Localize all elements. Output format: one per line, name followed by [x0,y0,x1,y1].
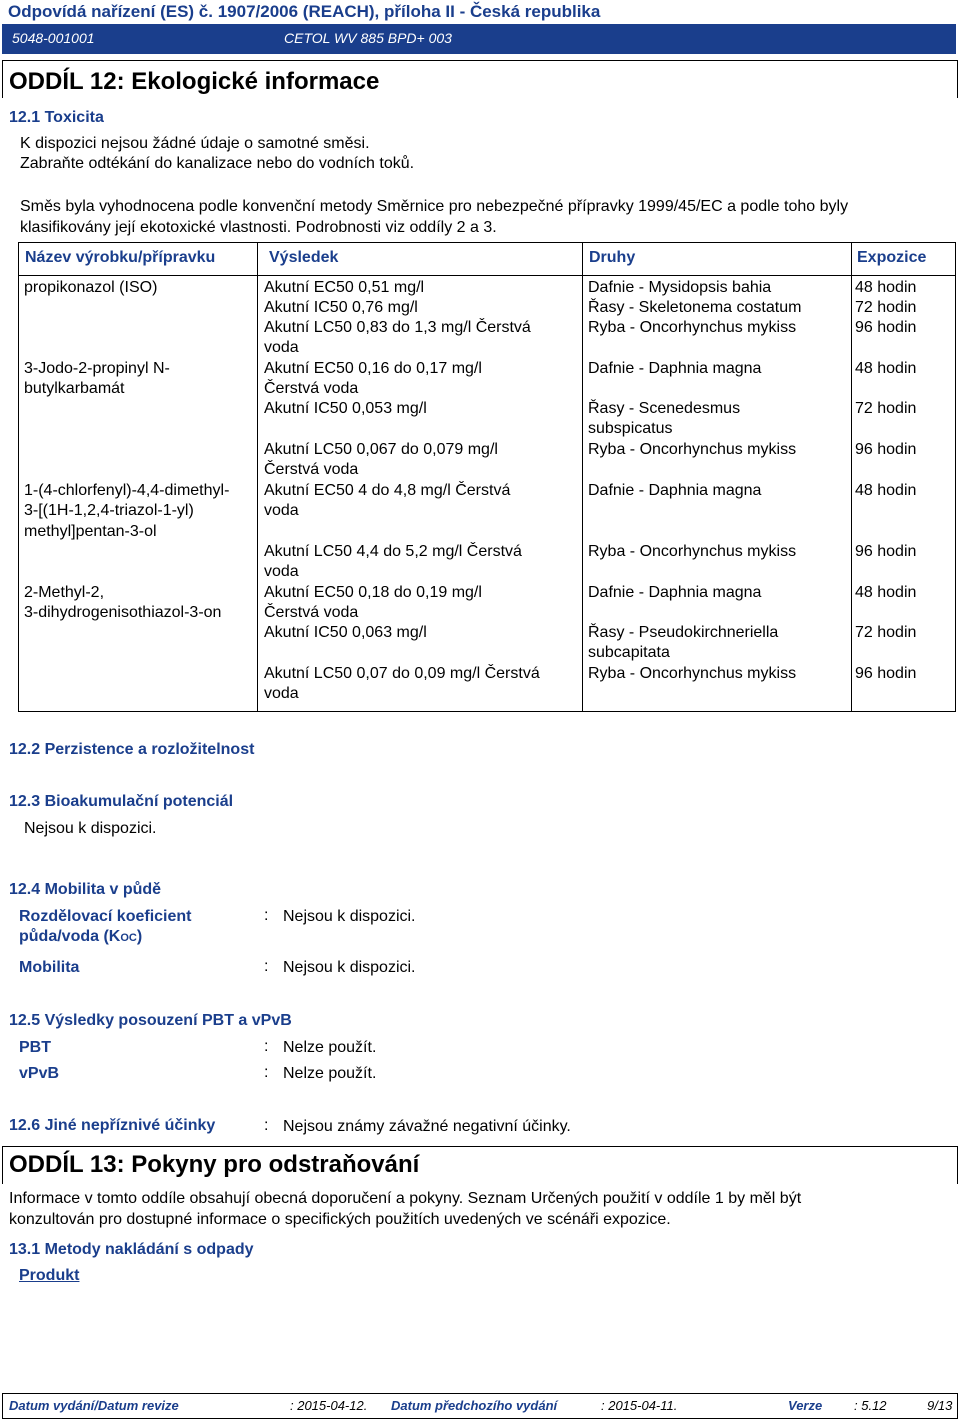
table-divider [582,243,583,711]
regulation-title: Odpovídá nařízení (ES) č. 1907/2006 (REACH), příloha II - Česká republika [8,2,601,21]
result-line: Akutní EC50 0,16 do 0,17 mg/l [264,360,482,377]
species-line: Dafnie - Daphnia magna [588,360,762,377]
previous-issue-value: : 2015-04-11. [601,1398,678,1413]
species-cell [588,318,796,338]
substance-name-line: 3-dihydrogenisothiazol-3-on [24,604,222,622]
exposure-cell: 72 hodin [855,624,917,641]
koc-value: Nejsou k dispozici. [283,908,416,925]
other-effects-heading: 12.6 Jiné nepříznivé účinky [9,1117,216,1134]
result-line: Akutní IC50 0,76 mg/l [264,299,418,316]
species-line: Ryba - Oncorhynchus mykiss [588,543,797,560]
species-line: Dafnie - Daphnia magna [588,584,762,601]
substance-name-line: butylkarbamát [24,380,125,398]
exposure-cell: 48 hodin [855,482,917,499]
product-link[interactable]: Produkt [19,1267,80,1284]
result-line: Akutní EC50 0,51 mg/l [264,279,425,296]
species-line: Ryba - Oncorhynchus mykiss [588,319,797,336]
substance-name-line: 3-[(1H-1,2,4-triazol-1-yl) [24,502,194,520]
result-cell [264,298,418,318]
species-line: Dafnie - Mysidopsis bahia [588,279,772,296]
exposure-cell: 72 hodin [855,400,917,417]
species-line: Řasy - Pseudokirchneriella [588,624,779,641]
result-cell [264,278,424,298]
issue-date-label: Datum vydání/Datum revize [9,1398,179,1413]
result-line: Čerstvá voda [264,380,359,398]
result-line: Čerstvá voda [264,461,359,479]
section-12-title: ODDÍL 12: Ekologické informace [9,68,380,95]
result-line: voda [264,685,299,703]
col-header-product: Název výrobku/přípravku [25,249,216,266]
toxicity-table [18,242,956,712]
result-line: Akutní EC50 4 do 4,8 mg/l Čerstvá [264,482,511,499]
colon: : [264,1064,269,1081]
exposure-cell: 72 hodin [855,299,917,316]
species-cell [588,664,796,684]
colon: : [264,1117,269,1134]
mobility-value: Nejsou k dispozici. [283,959,416,976]
result-line: Akutní LC50 0,067 do 0,079 mg/l [264,441,498,458]
product-code: 5048-001001 [12,30,95,46]
product-header-bar [2,24,956,54]
other-effects-value: Nejsou známy závažné negativní účinky. [283,1118,571,1135]
bioaccumulation-text: Nejsou k dispozici. [24,820,157,837]
koc-subscript: OC [120,932,137,944]
result-cell [264,664,540,705]
substance-name [24,359,170,400]
col-header-result: Výsledek [269,249,339,266]
toxicity-line-1: K dispozici nejsou žádné údaje o samotné směsi. [20,135,370,152]
substance-name [24,481,229,542]
exposure-cell: 48 hodin [855,584,917,601]
species-line: Řasy - Scenedesmus [588,400,741,417]
table-divider [851,243,852,711]
species-line: subspicatus [588,420,673,438]
colon: : [264,958,269,975]
previous-issue-label: Datum předchozího vydání [391,1398,558,1413]
pbt-value: Nelze použít. [283,1039,377,1056]
result-line: voda [264,563,299,581]
table-divider [257,243,258,711]
exposure-cell: 96 hodin [855,543,917,560]
page-footer [2,1393,958,1419]
bioaccumulation-heading: 12.3 Bioakumulační potenciál [9,793,234,810]
exposure-cell: 96 hodin [855,441,917,458]
substance-name [24,278,157,298]
koc-label-text: půda/voda (K [19,928,121,945]
version-value: : 5.12 [854,1398,887,1413]
substance-name [24,583,221,624]
colon: : [264,907,269,924]
species-cell [588,542,796,562]
assessment-line-2: klasifikovány její ekotoxické vlastnosti. Podrobnosti viz oddíly 2 a 3. [20,219,497,236]
colon: : [264,1038,269,1055]
exposure-cell: 96 hodin [855,319,917,336]
species-cell [588,440,796,460]
vpvb-value: Nelze použít. [283,1065,377,1082]
page-number: 9/13 [927,1398,953,1413]
section-13-intro-1: Informace v tomto oddíle obsahují obecná doporučení a pokyny. Seznam Určených použití v oddíle 1 by měl být [9,1190,802,1207]
koc-label-line [19,927,192,948]
result-line: Akutní LC50 0,83 do 1,3 mg/l Čerstvá [264,319,531,336]
substance-name-line: 3-Jodo-2-propinyl N- [24,360,170,377]
result-cell [264,318,531,359]
product-name: CETOL WV 885 BPD+ 003 [284,30,452,46]
result-line: Akutní LC50 0,07 do 0,09 mg/l Čerstvá [264,665,540,682]
col-header-species: Druhy [589,249,636,266]
result-cell [264,481,510,522]
exposure-cell: 96 hodin [855,665,917,682]
mobility-heading: 12.4 Mobilita v půdě [9,881,162,898]
result-cell [264,359,482,400]
result-line: voda [264,339,299,357]
version-label: Verze [788,1398,823,1413]
koc-label-line: Rozdělovací koeficient [19,908,192,925]
result-cell [264,542,522,583]
exposure-cell: 48 hodin [855,360,917,377]
result-line: Akutní IC50 0,053 mg/l [264,400,427,417]
species-cell [588,583,761,603]
col-header-exposure: Expozice [857,249,927,266]
toxicity-line-2: Zabraňte odtékání do kanalizace nebo do vodních toků. [20,155,415,172]
koc-label [19,907,192,948]
substance-name-line: 2-Methyl-2, [24,584,105,601]
species-cell [588,481,761,501]
persistence-heading: 12.2 Perzistence a rozložitelnost [9,741,255,758]
species-line: Ryba - Oncorhynchus mykiss [588,665,797,682]
issue-date-value: : 2015-04-12. [290,1398,368,1413]
section-13-title: ODDÍL 13: Pokyny pro odstraňování [9,1151,420,1178]
koc-label-end: ) [136,928,143,945]
species-line: Dafnie - Daphnia magna [588,482,762,499]
species-cell [588,298,801,318]
result-cell [264,583,482,624]
substance-name-line: propikonazol (ISO) [24,279,158,296]
vpvb-label: vPvB [19,1065,60,1082]
pbt-label: PBT [19,1039,51,1056]
mobility-label: Mobilita [19,959,80,976]
table-header-divider [19,275,955,276]
exposure-cell: 48 hodin [855,279,917,296]
species-cell [588,278,771,298]
species-line: Řasy - Skeletonema costatum [588,299,802,316]
species-line: Ryba - Oncorhynchus mykiss [588,441,797,458]
result-line: Akutní IC50 0,063 mg/l [264,624,427,641]
substance-name-line: 1-(4-chlorfenyl)-4,4-dimethyl- [24,482,230,499]
result-line: Čerstvá voda [264,604,359,622]
assessment-line-1: Směs byla vyhodnocena podle konvenční metody Směrnice pro nebezpečné přípravky 1999/45/EC a podle toho byly [20,198,849,215]
species-line: subcapitata [588,644,670,662]
substance-name-line: methyl]pentan-3-ol [24,522,157,540]
result-cell [264,440,498,481]
result-cell [264,623,427,643]
result-line: Akutní LC50 4,4 do 5,2 mg/l Čerstvá [264,543,522,560]
species-cell [588,623,778,664]
waste-methods-heading: 13.1 Metody nakládání s odpady [9,1241,254,1258]
pbt-heading: 12.5 Výsledky posouzení PBT a vPvB [9,1012,292,1029]
section-13-intro-2: konzultován pro dostupné informace o specifických použitích uvedených ve scénáři expozice. [9,1211,671,1228]
toxicity-heading: 12.1 Toxicita [9,109,104,126]
result-line: voda [264,502,299,520]
species-cell [588,359,761,379]
result-line: Akutní EC50 0,18 do 0,19 mg/l [264,584,482,601]
result-cell [264,399,427,419]
species-cell [588,399,740,440]
